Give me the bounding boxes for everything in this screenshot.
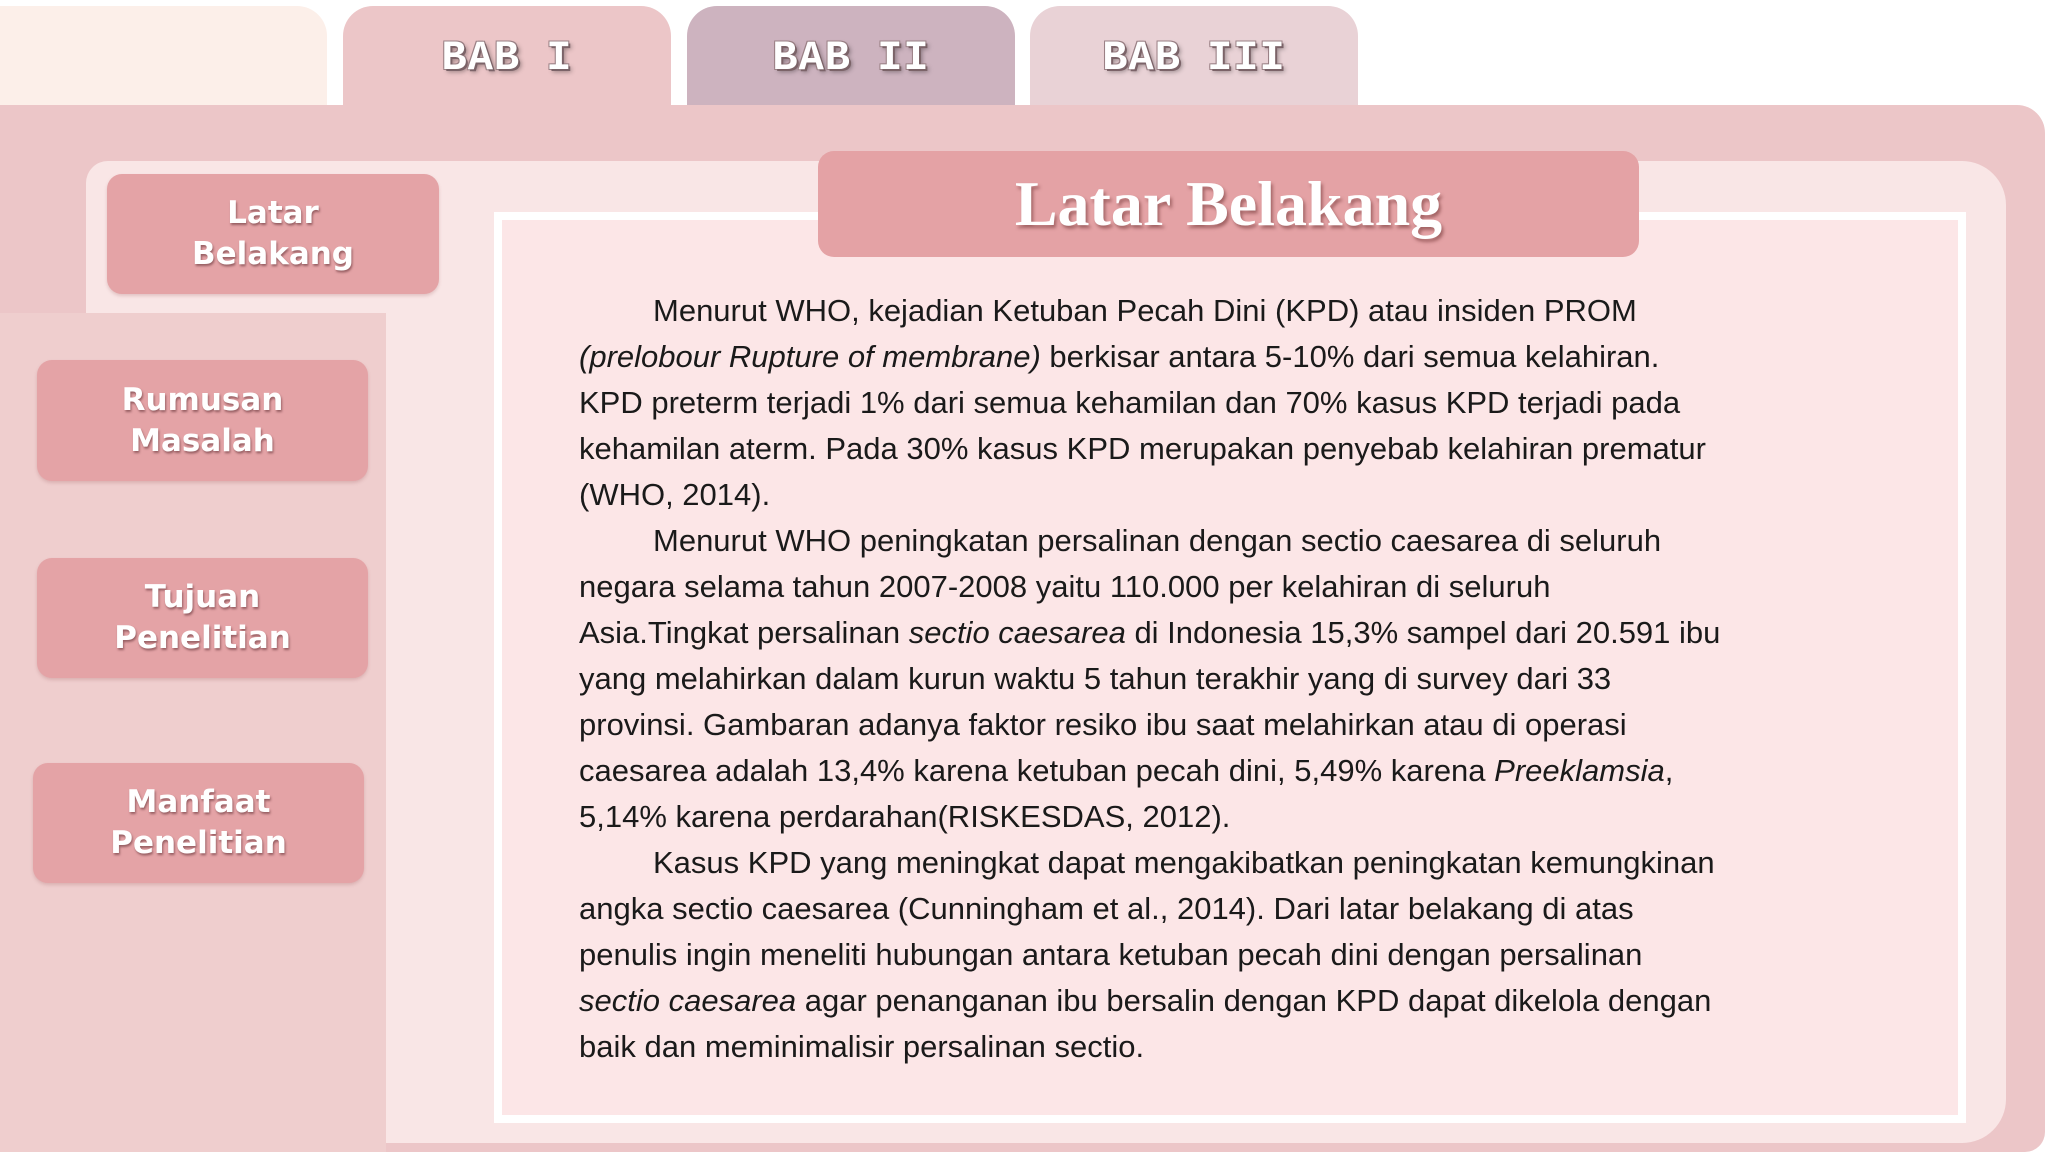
body-line — [579, 840, 1949, 886]
body-line — [579, 610, 1949, 656]
sidebar-item-label: Manfaat — [126, 784, 271, 820]
body-text-segment: angka sectio caesarea (Cunningham et al., 2014). Dari latar belakang di atas — [579, 891, 1634, 926]
body-text-segment: Menurut WHO, kejadian Ketuban Pecah Dini (KPD) atau insiden PROM — [653, 293, 1637, 328]
body-text-segment: Asia.Tingkat persalinan — [579, 615, 909, 650]
body-text-italic: sectio caesarea — [579, 983, 797, 1018]
body-line — [579, 426, 1949, 472]
body-line — [579, 472, 1949, 518]
sidebar-item-label: Rumusan — [121, 381, 284, 418]
body-line — [579, 288, 1949, 334]
sidebar-item-label: Masalah — [130, 422, 275, 459]
sidebar-item-manfaat-penelitian[interactable] — [33, 763, 364, 883]
body-line — [579, 702, 1949, 748]
body-text-segment: baik dan meminimalisir persalinan sectio. — [579, 1029, 1145, 1064]
body-text-segment: yang melahirkan dalam kurun waktu 5 tahun terakhir yang di survey dari 33 — [579, 661, 1612, 696]
sidebar-item-label: Belakang — [192, 236, 354, 272]
body-line — [579, 656, 1949, 702]
body-text-italic: sectio caesarea — [908, 615, 1126, 650]
tab-label: BAB III — [1102, 34, 1286, 82]
body-text-italic: Preeklamsia — [1494, 753, 1665, 788]
body-text-segment: Menurut WHO peningkatan persalinan dengan sectio caesarea di seluruh — [653, 523, 1662, 558]
body-text-segment: (WHO, 2014). — [579, 477, 771, 512]
sidebar-item-label: Latar — [227, 195, 319, 231]
body-text-segment: Kasus KPD yang meningkat dapat mengakibatkan peningkatan kemungkinan — [653, 845, 1715, 880]
body-line — [579, 1024, 1949, 1070]
body-text-segment: negara selama tahun 2007-2008 yaitu 110.000 per kelahiran di seluruh — [579, 569, 1551, 604]
body-text — [579, 288, 1949, 1070]
body-text-segment: provinsi. Gambaran adanya faktor resiko ibu saat melahirkan atau di operasi — [579, 707, 1627, 742]
body-line — [579, 886, 1949, 932]
body-text-segment: caesarea adalah 13,4% karena ketuban pecah dini, 5,49% karena — [579, 753, 1495, 788]
body-line — [579, 518, 1949, 564]
tab-label: BAB II — [772, 34, 930, 82]
title-banner — [818, 151, 1639, 257]
sidebar-item-label: Penelitian — [110, 825, 287, 861]
body-text-segment: agar penanganan ibu bersalin dengan KPD dapat dikelola dengan — [796, 983, 1712, 1018]
tab-label: BAB I — [441, 34, 573, 82]
sidebar-item-label: Tujuan — [144, 579, 261, 615]
body-line — [579, 564, 1949, 610]
body-text-segment: 5,14% karena perdarahan(RISKESDAS, 2012). — [579, 799, 1231, 834]
body-line — [579, 978, 1949, 1024]
body-line — [579, 334, 1949, 380]
body-text-segment: KPD preterm terjadi 1% dari semua kehamilan dan 70% kasus KPD terjadi pada — [579, 385, 1681, 420]
body-line — [579, 748, 1949, 794]
body-text-segment: penulis ingin meneliti hubungan antara ketuban pecah dini dengan persalinan — [579, 937, 1643, 972]
body-text-segment: di Indonesia 15,3% sampel dari 20.591 ibu — [1125, 615, 1721, 650]
sidebar-item-tujuan-penelitian[interactable] — [37, 558, 368, 678]
sidebar-item-label: Penelitian — [114, 620, 291, 656]
sidebar-item-latar-belakang[interactable] — [107, 174, 439, 294]
body-line — [579, 794, 1949, 840]
body-text-segment: , — [1664, 753, 1674, 788]
body-text-segment: kehamilan aterm. Pada 30% kasus KPD merupakan penyebab kelahiran prematur — [579, 431, 1706, 466]
body-text-segment: berkisar antara 5-10% dari semua kelahiran. — [1040, 339, 1660, 374]
body-line — [579, 932, 1949, 978]
page-title: Latar Belakang — [1014, 168, 1443, 239]
sidebar-item-rumusan-masalah[interactable] — [37, 360, 368, 481]
body-text-italic: (prelobour Rupture of membrane) — [579, 339, 1041, 374]
body-line — [579, 380, 1949, 426]
